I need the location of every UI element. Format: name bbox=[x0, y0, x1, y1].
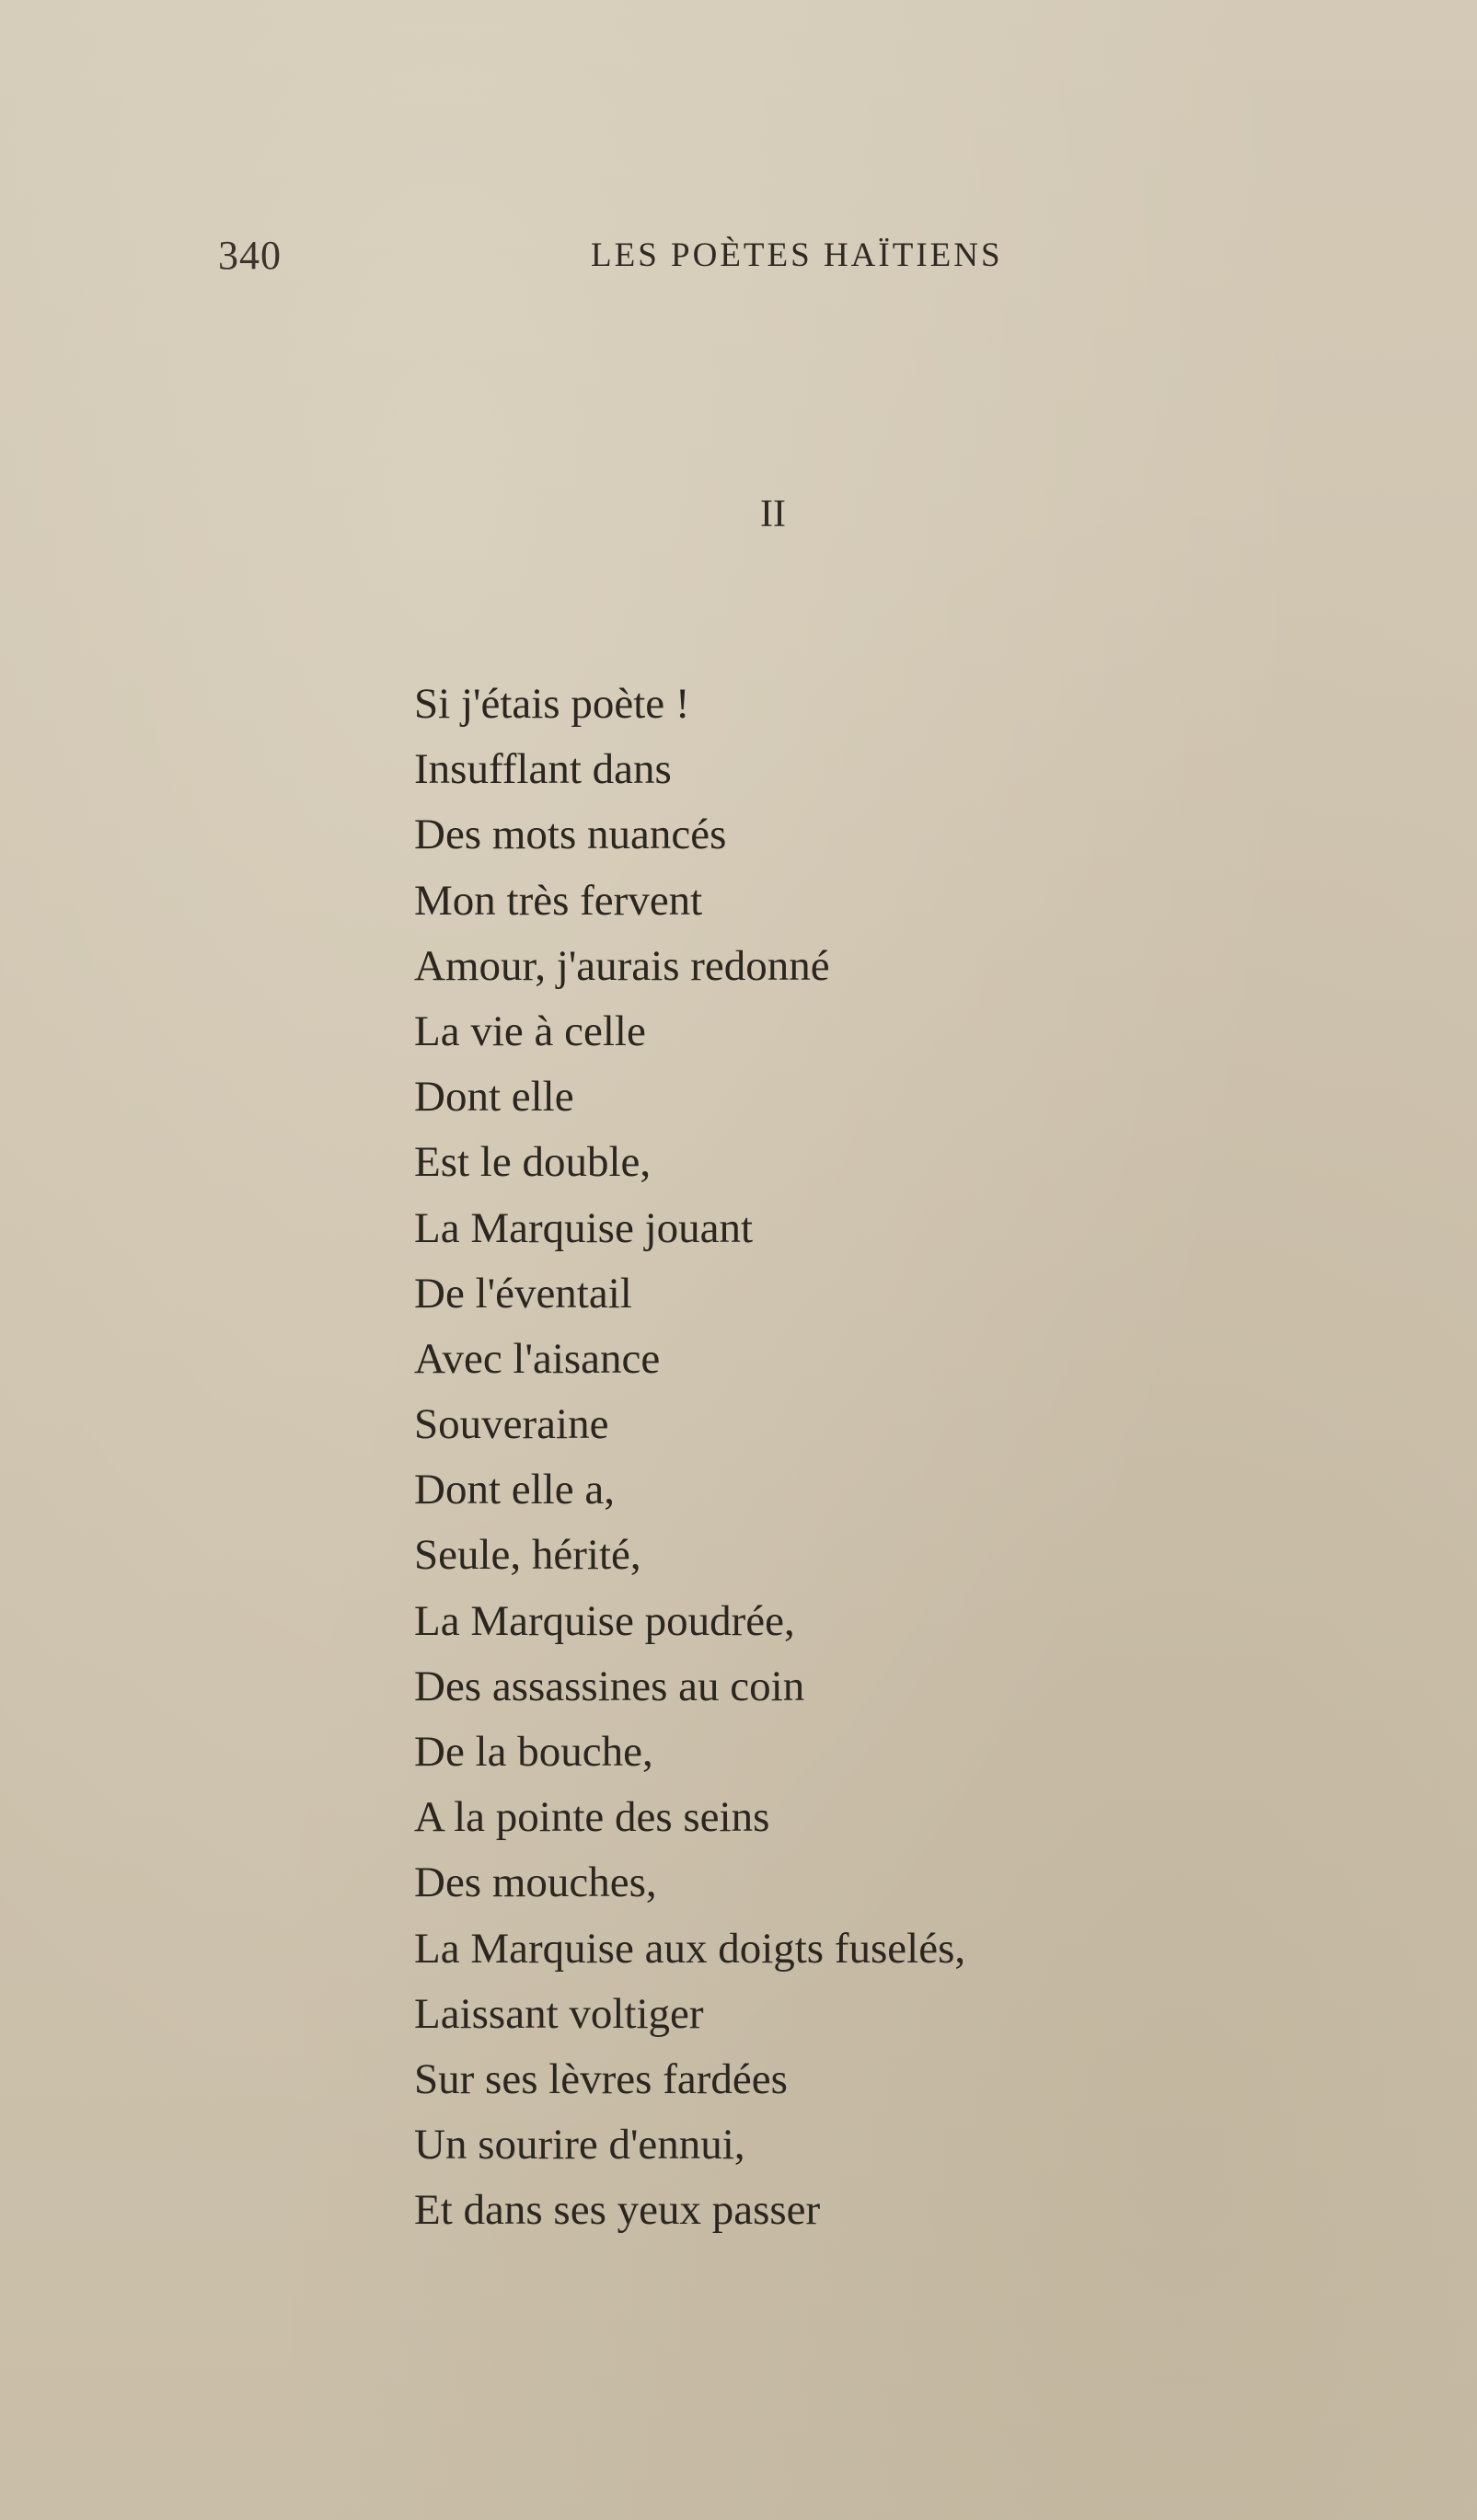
poem-line: Mon très fervent bbox=[414, 876, 703, 925]
poem-line: A la pointe des seins bbox=[414, 1793, 770, 1842]
poem-line: La Marquise aux doigts fuselés, bbox=[414, 1924, 966, 1973]
poem-line: Et dans ses yeux passer bbox=[414, 2186, 821, 2235]
poem-line: Des mots nuancés bbox=[414, 811, 727, 859]
poem-line: Seule, hérité, bbox=[414, 1531, 641, 1580]
poem-line: Un sourire d'ennui, bbox=[414, 2121, 745, 2169]
poem-line: Dont elle bbox=[414, 1073, 574, 1122]
poem-line: Sur ses lèvres fardées bbox=[414, 2054, 788, 2103]
poem-line: La Marquise jouant bbox=[414, 1203, 754, 1252]
poem-line: La Marquise poudrée, bbox=[414, 1596, 795, 1645]
poem-line: Avec l'aisance bbox=[414, 1334, 661, 1383]
poem-line: Des assassines au coin bbox=[414, 1662, 805, 1710]
poem-line: La vie à celle bbox=[414, 1007, 646, 1055]
poem-line: Souveraine bbox=[414, 1400, 609, 1449]
poem-line: Des mouches, bbox=[414, 1858, 657, 1907]
page-number: 340 bbox=[218, 233, 282, 278]
poem-line: De la bouche, bbox=[414, 1728, 653, 1776]
poem-line: Laissant voltiger bbox=[414, 1989, 704, 2038]
poem-line: De l'éventail bbox=[414, 1269, 632, 1318]
poem-line: Si j'étais poète ! bbox=[414, 680, 690, 728]
poem-body bbox=[414, 672, 965, 2244]
poem-line: Dont elle a, bbox=[414, 1466, 615, 1514]
poem-line: Est le double, bbox=[414, 1138, 652, 1187]
poem-line: Insufflant dans bbox=[414, 745, 672, 794]
poem-line: Amour, j'aurais redonné bbox=[414, 941, 830, 990]
running-title: LES POÈTES HAÏTIENS bbox=[591, 236, 1003, 274]
section-numeral: II bbox=[760, 493, 786, 535]
